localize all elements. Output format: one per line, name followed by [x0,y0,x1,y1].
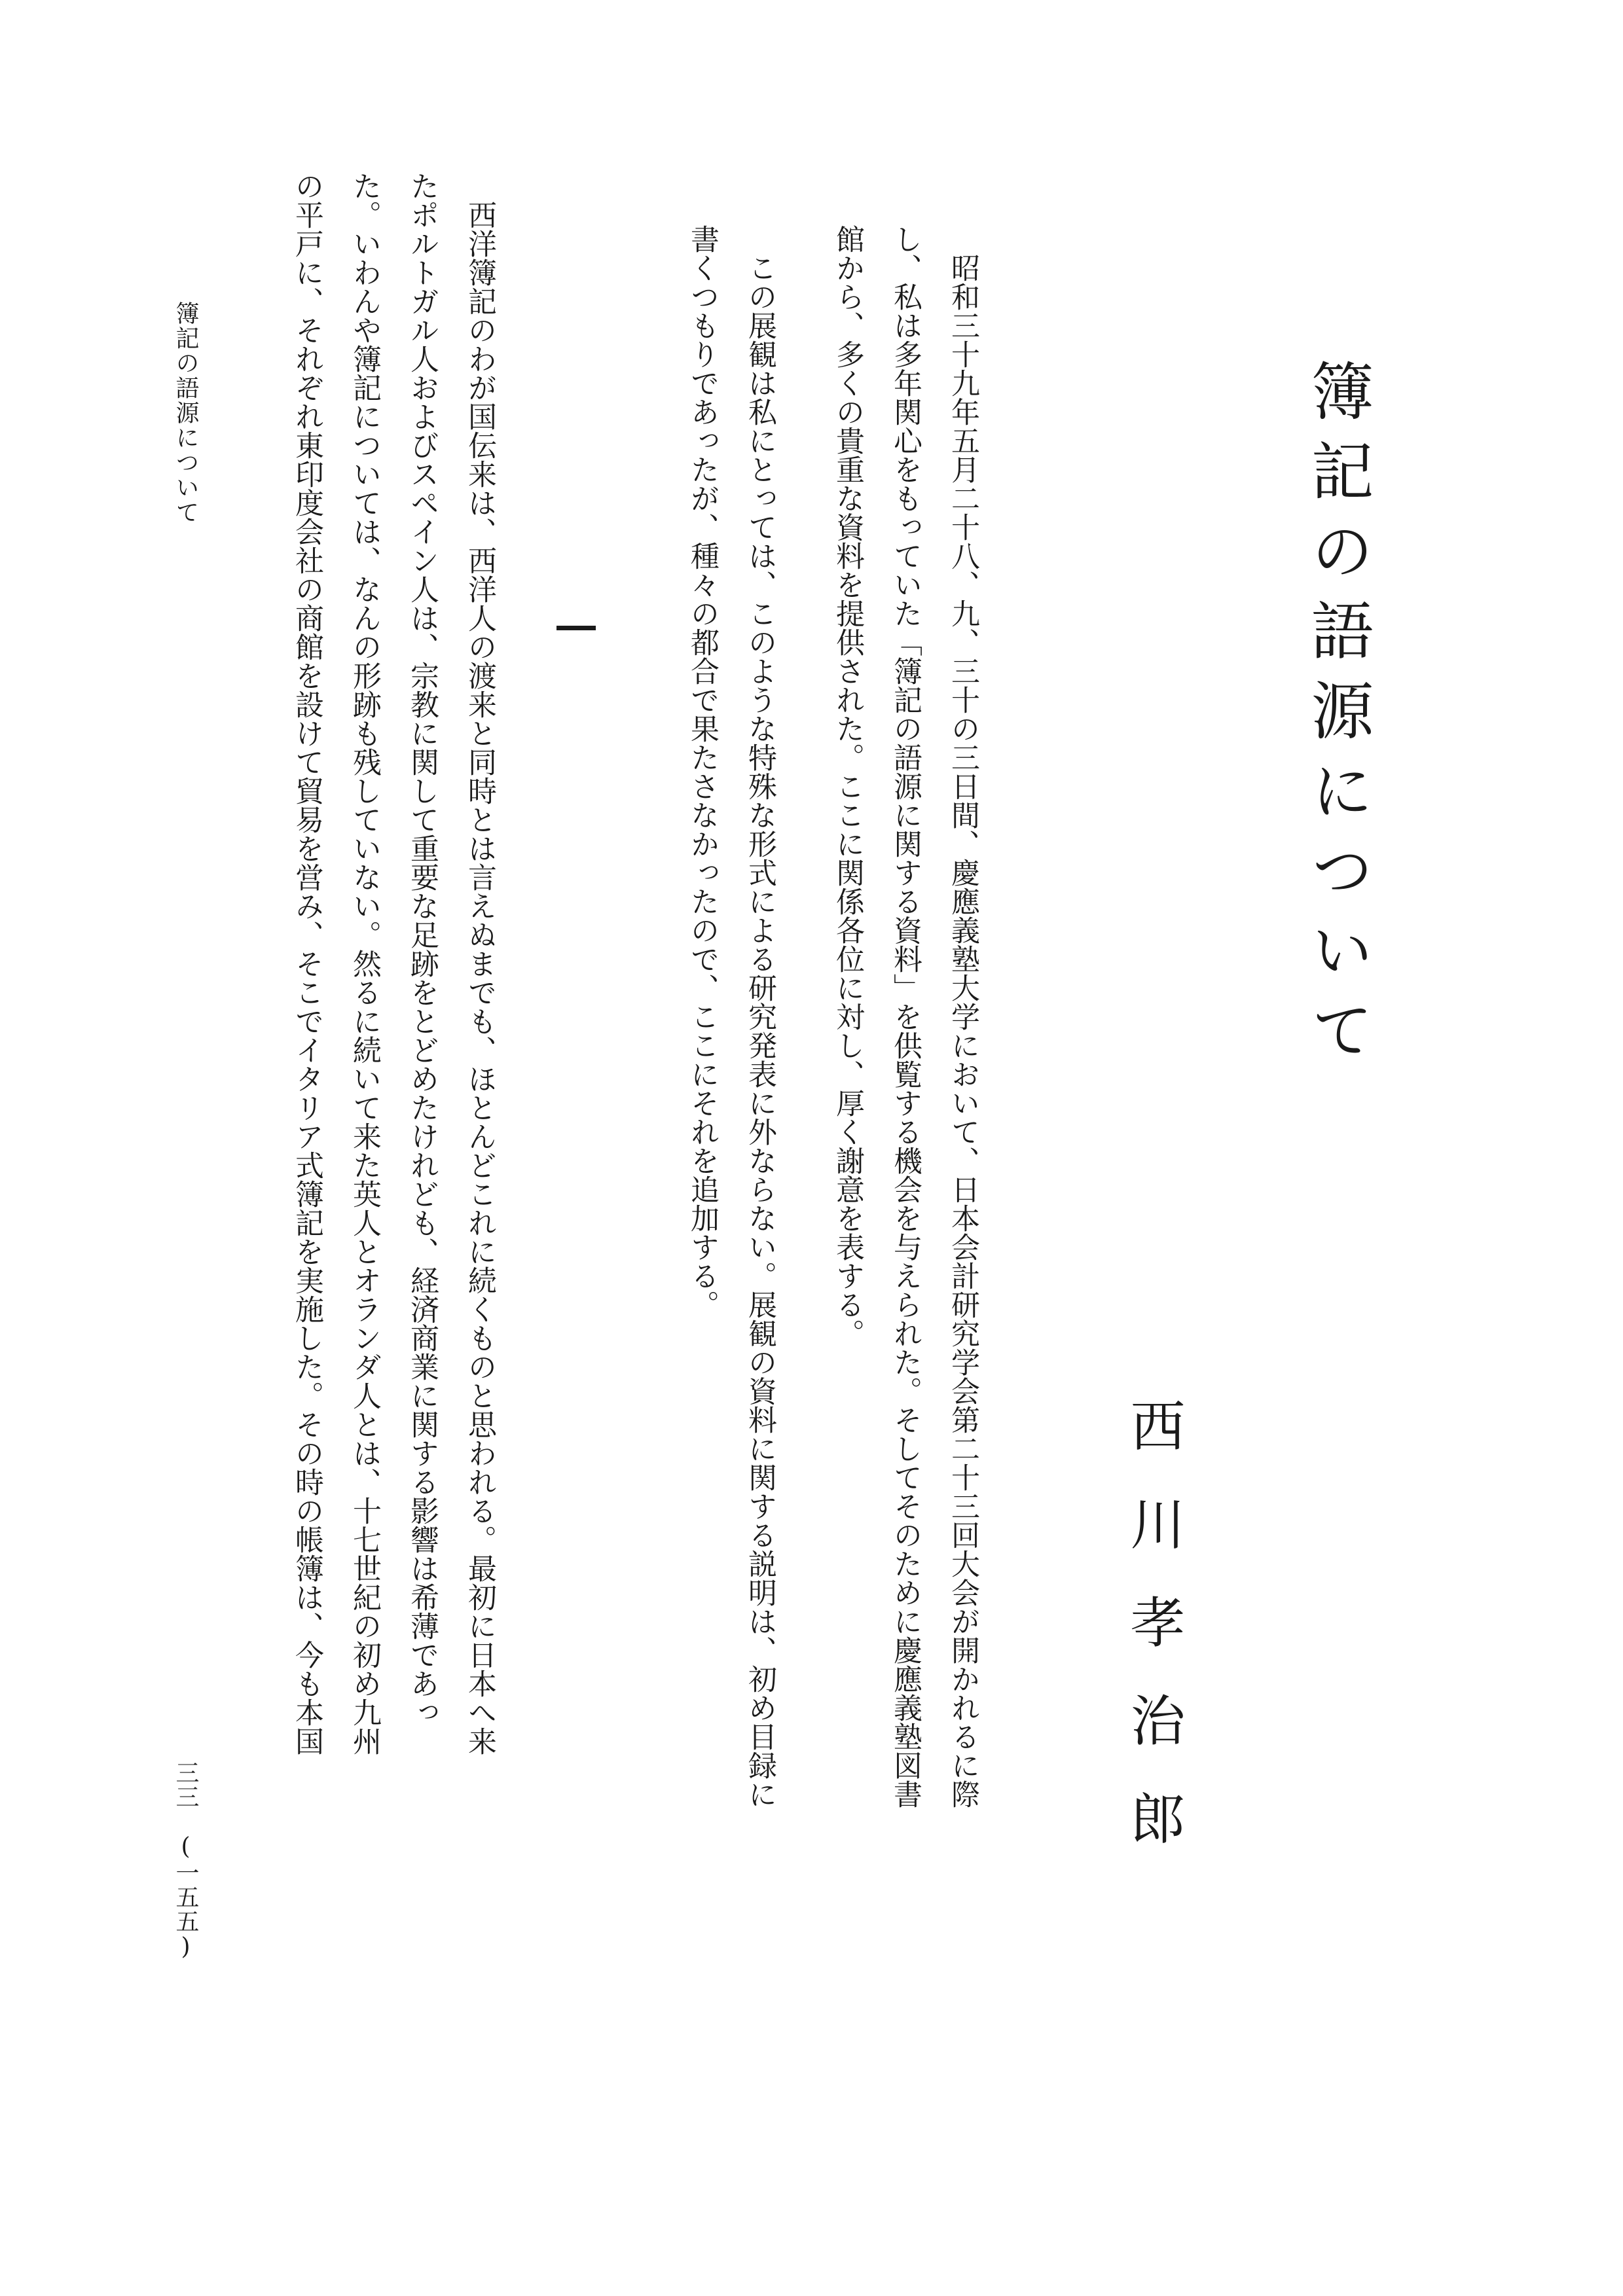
author-name: 西川孝治郎 [1122,1397,1186,1888]
body-line: た。いわんや簿記については、なんの形跡も残していない。然るに続いて来た英人とオランダ人とは、十七世紀の初め九州 [348,171,381,1755]
body-line: たポルトガル人およびスペイン人は、宗教に関して重要な足跡をとどめたけれども、経済商業に関する影響は希薄であっ [405,171,439,1727]
body-line: 書くつもりであったが、種々の都合で果たさなかったので、ここにそれを追加する。 [685,224,719,1319]
body-line: し、私は多年関心をもっていた「簿記の語源に関する資料」を供覧する機会を与えられた。そしてそのために慶應義塾図書 [888,224,922,1808]
body-line: 昭和三十九年五月二十八、九、三十の三日間、慶應義塾大学において、日本会計研究学会第二十三回大会が開かれるに際 [946,224,979,1808]
body-line: 西洋簿記のわが国伝来は、西洋人の渡来と同時とは言えぬまでも、ほとんどこれに続くものと思われる。最初に日本へ来 [463,171,496,1755]
section-number [556,626,596,630]
body-line: の平戸に、それぞれ東印度会社の商館を設けて貿易を営み、そこでイタリア式簿記を実施した。その時の帳簿は、今も本国 [290,171,323,1755]
page-number: 三三 (一五五) [172,1761,199,1961]
running-title: 簿記の語源について [172,301,199,525]
body-line: 館から、多くの貴重な資料を提供された。ここに関係各位に対し、厚く謝意を表する。 [831,224,864,1348]
article-title: 簿記の語源について [1301,359,1374,1077]
body-line: この展観は私にとっては、このような特殊な形式による研究発表に外ならない。展観の資料に関する説明は、初め目録に [743,224,776,1808]
